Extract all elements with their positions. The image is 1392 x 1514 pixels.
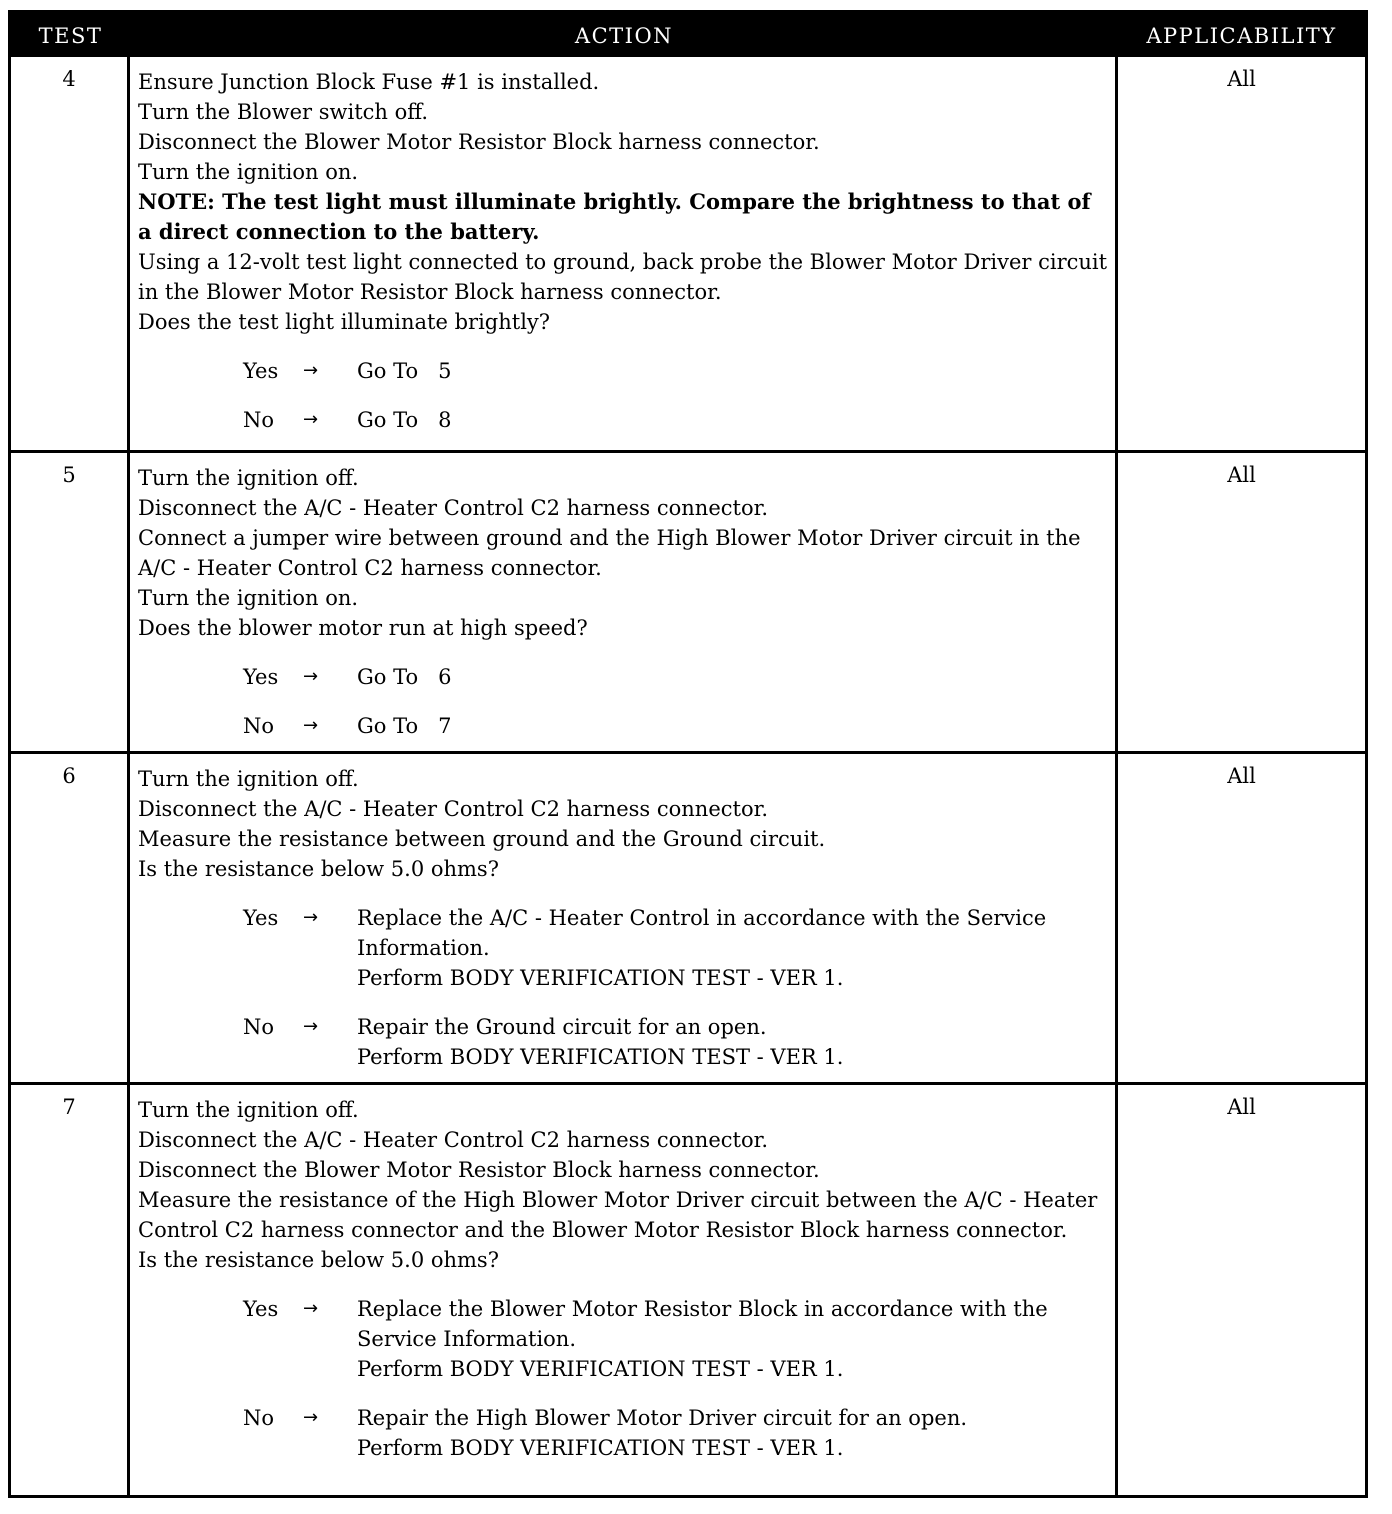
table-row-test-4	[11, 57, 1365, 450]
goto-text: Go To 8	[357, 408, 452, 432]
action-text	[130, 453, 1118, 751]
test-number: 5	[11, 453, 130, 751]
table-header	[11, 13, 1365, 57]
yes-label: Yes	[243, 906, 279, 930]
action-line: Disconnect the A/C - Heater Control C2 harness connector.	[138, 496, 768, 520]
goto-text: Go To 7	[357, 714, 452, 738]
action-text	[130, 754, 1118, 1082]
action-line: Disconnect the A/C - Heater Control C2 harness connector.	[138, 797, 768, 821]
diagnostic-test-table	[8, 10, 1368, 1498]
action-line: Turn the ignition off.	[138, 1098, 359, 1122]
response-text	[357, 903, 1109, 993]
no-label: No	[243, 714, 275, 738]
action-line: Turn the ignition off.	[138, 767, 359, 791]
header-action: ACTION	[574, 24, 674, 48]
action-line: Connect a jumper wire between ground and the High Blower Motor Driver circuit in the A/C - Heater Control C2 harness connector.	[138, 526, 1081, 580]
no-response	[138, 1012, 1109, 1072]
arrow-right-icon: →	[303, 409, 319, 430]
arrow-right-icon: →	[303, 1407, 319, 1428]
no-label: No	[243, 408, 275, 432]
action-line: Turn the Blower switch off.	[138, 100, 429, 124]
no-label: No	[243, 1015, 275, 1039]
goto-text: Go To 5	[357, 359, 452, 383]
yes-label: Yes	[243, 359, 279, 383]
no-label: No	[243, 1406, 275, 1430]
test-number: 6	[11, 754, 130, 1082]
response-line: Replace the A/C - Heater Control in accordance with the Service Information.	[357, 906, 1047, 960]
arrow-right-icon: →	[303, 666, 319, 687]
table-row-test-6	[11, 751, 1365, 1082]
yes-response	[138, 356, 1109, 386]
action-line: Turn the ignition on.	[138, 160, 359, 184]
action-note: NOTE: The test light must illuminate brightly. Compare the brightness to that of a direct connection to the battery.	[138, 189, 1091, 244]
action-line: Is the resistance below 5.0 ohms?	[138, 1248, 499, 1272]
header-test: TEST	[38, 24, 103, 48]
response-line: Repair the Ground circuit for an open.	[357, 1015, 767, 1039]
applicability-value: All	[1227, 1095, 1256, 1119]
header-applicability: APPLICABILITY	[1146, 24, 1337, 48]
response-text	[357, 1294, 1109, 1384]
arrow-right-icon: →	[303, 1298, 319, 1319]
action-line: Disconnect the Blower Motor Resistor Block harness connector.	[138, 130, 820, 154]
action-line: Ensure Junction Block Fuse #1 is installed.	[138, 70, 600, 94]
response-line: Perform BODY VERIFICATION TEST - VER 1.	[357, 966, 844, 990]
test-number: 4	[11, 57, 130, 450]
test-number: 7	[11, 1085, 130, 1495]
yes-label: Yes	[243, 1297, 279, 1321]
applicability-value: All	[1227, 67, 1256, 91]
applicability-value: All	[1227, 463, 1256, 487]
action-line: Disconnect the Blower Motor Resistor Block harness connector.	[138, 1158, 820, 1182]
table-row-test-7	[11, 1082, 1365, 1495]
arrow-right-icon: →	[303, 907, 319, 928]
response-text	[357, 1403, 1109, 1463]
response-line: Perform BODY VERIFICATION TEST - VER 1.	[357, 1045, 844, 1069]
no-response	[138, 405, 1109, 435]
action-line: Is the resistance below 5.0 ohms?	[138, 857, 499, 881]
no-response	[138, 711, 1109, 741]
arrow-right-icon: →	[303, 360, 319, 381]
no-response	[138, 1403, 1109, 1463]
response-line: Perform BODY VERIFICATION TEST - VER 1.	[357, 1357, 844, 1381]
action-line: Disconnect the A/C - Heater Control C2 harness connector.	[138, 1128, 768, 1152]
action-line: Turn the ignition on.	[138, 586, 359, 610]
action-line: Does the test light illuminate brightly?	[138, 310, 551, 334]
response-text	[357, 1012, 1109, 1072]
arrow-right-icon: →	[303, 715, 319, 736]
action-text	[130, 57, 1118, 450]
response-line: Replace the Blower Motor Resistor Block in accordance with the Service Information.	[357, 1297, 1048, 1351]
arrow-right-icon: →	[303, 1016, 319, 1037]
table-row-test-5	[11, 450, 1365, 751]
response-line: Repair the High Blower Motor Driver circuit for an open.	[357, 1406, 968, 1430]
action-line: Measure the resistance of the High Blower Motor Driver circuit between the A/C - Heater Control C2 harness connector and the Blower Motor Resistor Block harness connector.	[138, 1188, 1098, 1242]
action-line: Using a 12-volt test light connected to ground, back probe the Blower Motor Driver circuit in the Blower Motor Resistor Block harness connector.	[138, 250, 1108, 304]
action-line: Does the blower motor run at high speed?	[138, 616, 588, 640]
yes-response	[138, 1294, 1109, 1384]
yes-response	[138, 903, 1109, 993]
yes-response	[138, 662, 1109, 692]
action-line: Turn the ignition off.	[138, 466, 359, 490]
goto-text: Go To 6	[357, 665, 452, 689]
action-text	[130, 1085, 1118, 1495]
yes-label: Yes	[243, 665, 279, 689]
action-line: Measure the resistance between ground and the Ground circuit.	[138, 827, 826, 851]
response-line: Perform BODY VERIFICATION TEST - VER 1.	[357, 1436, 844, 1460]
applicability-value: All	[1227, 764, 1256, 788]
